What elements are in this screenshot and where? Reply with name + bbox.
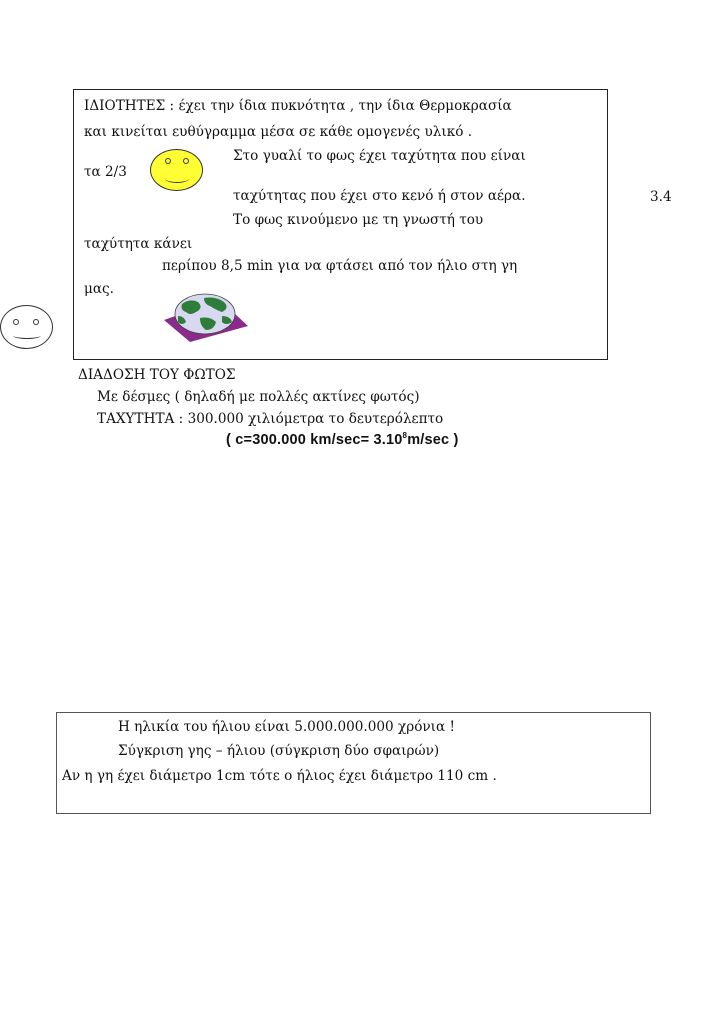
smiley-eye-left [165,158,171,164]
properties-line-8: περίπου 8,5 min για να φτάσει από τον ήλιο στη γη [162,258,518,274]
smiley-eye-right [183,158,189,164]
properties-line-2: και κινείται ευθύγραμμα μέσα σε κάθε ομογενές υλικό . [84,124,473,140]
properties-line-7: ταχύτητα κάνει [84,236,193,252]
properties-line-4: τα 2/3 [84,164,127,180]
smiley-mouth [13,332,41,339]
diameter-comparison: Αν η γη έχει διάμετρο 1cm τότε ο ήλιος έχει διάμετρο 110 cm . [62,768,497,784]
smiley-face-icon [150,149,203,191]
properties-line-6: Το φως κινούμενο με τη γνωστή του [233,212,484,228]
properties-line-9: μας. [84,281,114,297]
section-number: 3.4 [650,189,672,205]
properties-line-5: ταχύτητας που έχει στο κενό ή στον αέρα. [233,188,526,204]
sun-age: Η ηλικία του ήλιου είναι 5.000.000.000 χρόνια ! [118,719,455,735]
globe-icon [160,290,250,342]
formula-exponent: 8 [402,431,408,440]
formula-tail: m/sec ) [407,432,459,448]
speed-formula [226,432,459,448]
propagation-rays: Με δέσμες ( δηλαδή με πολλές ακτίνες φωτός) [97,389,420,405]
smiley-eye-right [33,319,39,325]
properties-line-3: Στο γυαλί το φως έχει ταχύτητα που είναι [233,148,526,164]
smiley-eye-left [13,319,19,325]
formula-main: ( c=300.000 km/sec= 3.10 [226,432,403,448]
smiley-mouth [165,174,189,183]
properties-line-1: ΙΔΙΟΤΗΤΕΣ : έχει την ίδια πυκνότητα , την ίδια Θερμοκρασία [84,98,512,114]
earth-sun-comparison: Σύγκριση γης – ήλιου (σύγκριση δύο σφαιρών) [118,743,440,759]
propagation-speed: ΤΑΧΥΤΗΤΑ : 300.000 χιλιόμετρα το δευτερόλεπτο [97,411,444,427]
propagation-heading: ΔΙΑΔΟΣΗ ΤΟΥ ΦΩΤΟΣ [78,367,236,383]
smiley-face-icon [0,305,53,349]
